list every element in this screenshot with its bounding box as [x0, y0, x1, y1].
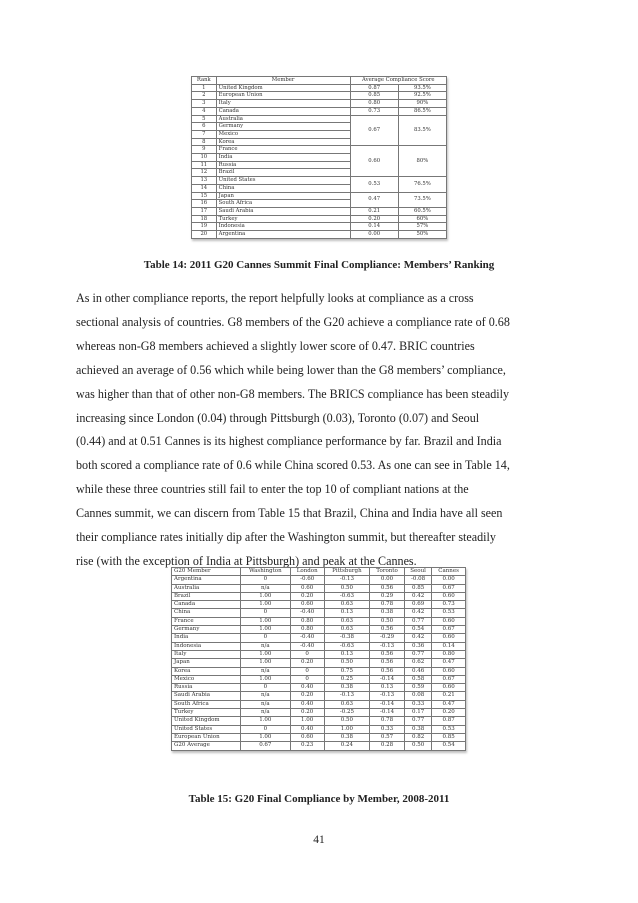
member-name-cell: Russia — [172, 684, 241, 692]
score-cell: 0.38 — [324, 684, 369, 692]
score-cell: 0.56 — [370, 667, 405, 675]
page-number: 41 — [313, 834, 325, 846]
table-row: 10 India — [192, 154, 447, 162]
score-cell: 1.00 — [241, 626, 291, 634]
table-row — [172, 675, 466, 683]
header-cannes: Cannes — [432, 568, 466, 576]
paragraph-line: was higher than that of other non-G8 members. The BRICS compliance has been steadily — [76, 386, 510, 401]
table-row: 15 Japan 0.47 73.5% — [192, 192, 447, 200]
score-cell: 1.00 — [241, 659, 291, 667]
table-row: 17 Saudi Arabia 0.21 60.5% — [192, 207, 447, 215]
table-row: 12 Brazil — [192, 169, 447, 177]
score-cell: -0.13 — [324, 692, 369, 700]
paragraph-line: their compliance rates initially dip after the Washington summit, but thereafter steadily — [76, 530, 496, 545]
table-row: 1 United Kingdom 0.87 93.5% — [192, 84, 447, 92]
score-cell: 0.77 — [405, 617, 432, 625]
score-cell: 0.60 — [290, 733, 324, 741]
member-name-cell: United States — [172, 725, 241, 733]
score-cell: 0.63 — [324, 601, 369, 609]
header-member: Member — [216, 77, 350, 85]
score-cell: 0.40 — [290, 684, 324, 692]
score-cell: -0.40 — [290, 642, 324, 650]
score-cell: 0.67 — [241, 742, 291, 750]
table-row — [172, 700, 466, 708]
member-name-cell: Indonesia — [172, 642, 241, 650]
score-cell: 0.25 — [324, 675, 369, 683]
score-cell: 0.78 — [370, 717, 405, 725]
score-cell: 0.50 — [324, 659, 369, 667]
paragraph-line: Cannes summit, we can discern from Table 15 that Brazil, China and India have all seen — [76, 506, 503, 521]
score-cell: 1.00 — [241, 601, 291, 609]
score-cell: 0.50 — [324, 584, 369, 592]
header-average-compliance-score: Average Compliance Score — [350, 77, 446, 85]
score-cell: 0 — [290, 650, 324, 658]
member-name-cell: Germany — [172, 626, 241, 634]
member-name-cell: United Kingdom — [172, 717, 241, 725]
score-cell: 0.50 — [324, 717, 369, 725]
score-cell: 0.47 — [432, 659, 466, 667]
score-cell: -0.40 — [290, 634, 324, 642]
score-cell: 0.77 — [405, 717, 432, 725]
member-name-cell: European Union — [172, 733, 241, 741]
table-row — [172, 733, 466, 741]
score-cell: 0.20 — [290, 692, 324, 700]
table-row — [172, 667, 466, 675]
score-cell: n/a — [241, 692, 291, 700]
paragraph-line: increasing since London (0.04) through Pittsburgh (0.03), Toronto (0.07) and Seoul — [76, 410, 480, 425]
score-cell: 0.53 — [432, 609, 466, 617]
table-row: 8 Korea — [192, 138, 447, 146]
paragraph-line: sectional analysis of countries. G8 members of the G20 achieve a compliance rate of 0.68 — [76, 314, 510, 329]
table-row: 14 China — [192, 184, 447, 192]
score-cell: 0.75 — [324, 667, 369, 675]
member-name-cell: Saudi Arabia — [172, 692, 241, 700]
score-cell: 0.08 — [405, 692, 432, 700]
score-cell: 0 — [290, 675, 324, 683]
score-cell: 0 — [241, 576, 291, 584]
header-g20-member: G20 Member — [172, 568, 241, 576]
score-cell: 0.20 — [290, 659, 324, 667]
header-rank: Rank — [192, 77, 217, 85]
score-cell: 1.00 — [324, 725, 369, 733]
score-cell: 0.50 — [370, 617, 405, 625]
score-cell: 0.00 — [370, 576, 405, 584]
group-score-cell: 0.53 — [350, 177, 398, 192]
score-cell: 1.00 — [241, 733, 291, 741]
score-cell: 0.54 — [432, 742, 466, 750]
member-name-cell: China — [172, 609, 241, 617]
score-cell: 1.00 — [290, 717, 324, 725]
member-name-cell: Canada — [172, 601, 241, 609]
score-cell: 0.13 — [324, 650, 369, 658]
score-cell: -0.40 — [290, 609, 324, 617]
table-row: 13 United States 0.53 76.5% — [192, 177, 447, 185]
paragraph-line: whereas non-G8 members achieved a slightly lower score of 0.47. BRIC countries — [76, 338, 475, 353]
paragraph-line: while these three countries still fail to enter the top 10 of compliant nations at the — [76, 482, 469, 497]
header-toronto: Toronto — [370, 568, 405, 576]
member-name-cell: Turkey — [172, 709, 241, 717]
score-cell: 0.56 — [370, 626, 405, 634]
score-cell: 0.20 — [290, 709, 324, 717]
member-name-cell: South Africa — [172, 700, 241, 708]
score-cell: 0.42 — [405, 609, 432, 617]
header-london: London — [290, 568, 324, 576]
score-cell: 0.63 — [324, 626, 369, 634]
score-cell: 0 — [241, 684, 291, 692]
score-cell: 0.38 — [405, 725, 432, 733]
score-cell: 0.53 — [432, 725, 466, 733]
table-row — [172, 617, 466, 625]
table-row: 16 South Africa — [192, 200, 447, 208]
score-cell: 0.47 — [432, 700, 466, 708]
group-pct-cell: 80% — [398, 146, 446, 177]
score-cell: 0.42 — [405, 634, 432, 642]
score-cell: 0.17 — [405, 709, 432, 717]
score-cell: 0.85 — [432, 733, 466, 741]
score-cell: 0.33 — [405, 700, 432, 708]
score-cell: 0.40 — [290, 725, 324, 733]
body-paragraph — [76, 287, 548, 574]
group-score-cell: 0.67 — [350, 115, 398, 146]
table-15-compliance-by-member — [171, 567, 466, 751]
score-cell: -0.63 — [324, 592, 369, 600]
score-cell: -0.25 — [324, 709, 369, 717]
score-cell: 0.60 — [290, 601, 324, 609]
table-row — [172, 584, 466, 592]
score-cell: 0.80 — [290, 617, 324, 625]
header-pittsburgh: Pittsburgh — [324, 568, 369, 576]
score-cell: n/a — [241, 667, 291, 675]
paragraph-line: achieved an average of 0.56 which while being lower than the G8 members’ compliance, — [76, 362, 506, 377]
table-row: 11 Russia — [192, 161, 447, 169]
member-name-cell: Brazil — [172, 592, 241, 600]
table-row: 5 Australia 0.67 83.5% — [192, 115, 447, 123]
score-cell: 0.67 — [432, 584, 466, 592]
score-cell: -0.29 — [370, 634, 405, 642]
score-cell: 0.46 — [405, 667, 432, 675]
table-row: 9 France 0.60 80% — [192, 146, 447, 154]
score-cell: 0.87 — [432, 717, 466, 725]
score-cell: 0.50 — [405, 742, 432, 750]
header-washington: Washington — [241, 568, 291, 576]
score-cell: 0.62 — [405, 659, 432, 667]
score-cell: 0.80 — [432, 650, 466, 658]
table-row — [172, 592, 466, 600]
score-cell: 0 — [241, 634, 291, 642]
paragraph-line: (0.44) and at 0.51 Cannes is its highest compliance performance by far. Brazil and India — [76, 434, 502, 449]
score-cell: -0.13 — [370, 642, 405, 650]
score-cell: -0.13 — [370, 692, 405, 700]
table-row — [172, 601, 466, 609]
score-cell: -0.14 — [370, 675, 405, 683]
score-cell: 0.42 — [405, 592, 432, 600]
score-cell: n/a — [241, 700, 291, 708]
score-cell: 0.28 — [370, 742, 405, 750]
score-cell: 0.67 — [432, 626, 466, 634]
score-cell: 0 — [241, 609, 291, 617]
score-cell: 0.38 — [370, 609, 405, 617]
score-cell: 0.67 — [432, 675, 466, 683]
table-row: 2 European Union 0.85 92.5% — [192, 92, 447, 100]
score-cell: 0.59 — [405, 684, 432, 692]
group-pct-cell: 83.5% — [398, 115, 446, 146]
member-name-cell: Korea — [172, 667, 241, 675]
table-row: 4 Canada 0.73 86.5% — [192, 107, 447, 115]
table-row — [172, 684, 466, 692]
score-cell: 0.63 — [324, 700, 369, 708]
score-cell: 0.38 — [324, 733, 369, 741]
score-cell: 0.00 — [432, 576, 466, 584]
paragraph-line: rise (with the exception of India at Pittsburgh) and peak at the Cannes. — [76, 553, 417, 568]
score-cell: 0.20 — [290, 592, 324, 600]
table-row — [172, 634, 466, 642]
table-row: 20 Argentina 0.00 50% — [192, 231, 447, 239]
score-cell: 0.60 — [432, 634, 466, 642]
score-cell: 0.60 — [290, 584, 324, 592]
score-cell: 1.00 — [241, 617, 291, 625]
score-cell: n/a — [241, 642, 291, 650]
member-name-cell: Mexico — [172, 675, 241, 683]
score-cell: -0.13 — [324, 576, 369, 584]
paragraph-line: both scored a compliance rate of 0.6 while China scored 0.53. As one can see in Table 14, — [76, 458, 510, 473]
member-name-cell: Argentina — [172, 576, 241, 584]
score-cell: 0.63 — [324, 617, 369, 625]
score-cell: 0.40 — [290, 700, 324, 708]
table-15-caption: Table 15: G20 Final Compliance by Member, 2008-2011 — [188, 793, 450, 805]
table-row: 6 Germany — [192, 123, 447, 131]
score-cell: 1.00 — [241, 717, 291, 725]
score-cell: 0.29 — [370, 592, 405, 600]
table-row — [172, 692, 466, 700]
score-cell: 0.69 — [405, 601, 432, 609]
group-pct-cell: 76.5% — [398, 177, 446, 192]
score-cell: 0.13 — [324, 609, 369, 617]
score-cell: 0 — [290, 667, 324, 675]
table-row — [172, 642, 466, 650]
score-cell: n/a — [241, 709, 291, 717]
score-cell: 0.33 — [370, 725, 405, 733]
score-cell: 0.58 — [405, 675, 432, 683]
score-cell: 1.00 — [241, 675, 291, 683]
score-cell: -0.63 — [324, 642, 369, 650]
table-header-row — [192, 77, 447, 85]
score-cell: 0.56 — [370, 659, 405, 667]
score-cell: 0.82 — [405, 733, 432, 741]
table-row: 7 Mexico — [192, 130, 447, 138]
table-row — [172, 659, 466, 667]
table-14-caption: Table 14: 2011 G20 Cannes Summit Final Compliance: Members’ Ranking — [143, 259, 495, 271]
table-row — [172, 709, 466, 717]
score-cell: -0.60 — [290, 576, 324, 584]
table-row: 19 Indonesia 0.14 57% — [192, 223, 447, 231]
table-row: 3 Italy 0.80 90% — [192, 100, 447, 108]
score-cell: 0.56 — [370, 584, 405, 592]
score-cell: 0.54 — [405, 626, 432, 634]
score-cell: 0.57 — [370, 733, 405, 741]
table-row — [172, 742, 466, 750]
table-row — [172, 576, 466, 584]
score-cell: -0.14 — [370, 700, 405, 708]
score-cell: 0.73 — [432, 601, 466, 609]
score-cell: 0.60 — [432, 667, 466, 675]
table-row — [172, 725, 466, 733]
member-name-cell: Japan — [172, 659, 241, 667]
score-cell: 0.36 — [405, 642, 432, 650]
score-cell: 0.23 — [290, 742, 324, 750]
score-cell: -0.14 — [370, 709, 405, 717]
score-cell: 0.13 — [370, 684, 405, 692]
score-cell: 0.21 — [432, 692, 466, 700]
score-cell: 1.00 — [241, 650, 291, 658]
paragraph-line: As in other compliance reports, the report helpfully looks at compliance as a cross — [76, 291, 474, 305]
score-cell: 0.78 — [370, 601, 405, 609]
score-cell: 0.24 — [324, 742, 369, 750]
score-cell: 0 — [241, 725, 291, 733]
table-14-member-ranking — [191, 76, 447, 239]
table-row — [172, 609, 466, 617]
score-cell: 0.60 — [432, 617, 466, 625]
score-cell: 0.14 — [432, 642, 466, 650]
score-cell: 0.85 — [405, 584, 432, 592]
score-cell: 0.60 — [432, 592, 466, 600]
score-cell: 0.77 — [405, 650, 432, 658]
group-score-cell: 0.47 — [350, 192, 398, 207]
score-cell: 1.00 — [241, 592, 291, 600]
member-name-cell: India — [172, 634, 241, 642]
member-name-cell: G20 Average — [172, 742, 241, 750]
header-seoul: Seoul — [405, 568, 432, 576]
member-name-cell: Italy — [172, 650, 241, 658]
score-cell: 0.80 — [290, 626, 324, 634]
table-row: 18 Turkey 0.20 60% — [192, 215, 447, 223]
score-cell: 0.20 — [432, 709, 466, 717]
table-row — [172, 717, 466, 725]
member-name-cell: France — [172, 617, 241, 625]
score-cell: -0.38 — [324, 634, 369, 642]
score-cell: n/a — [241, 584, 291, 592]
member-name-cell: Australia — [172, 584, 241, 592]
score-cell: 0.60 — [432, 684, 466, 692]
group-score-cell: 0.60 — [350, 146, 398, 177]
table-row — [172, 650, 466, 658]
score-cell: -0.08 — [405, 576, 432, 584]
table-row — [172, 626, 466, 634]
group-pct-cell: 73.5% — [398, 192, 446, 207]
table-header-row — [172, 568, 466, 576]
score-cell: 0.56 — [370, 650, 405, 658]
